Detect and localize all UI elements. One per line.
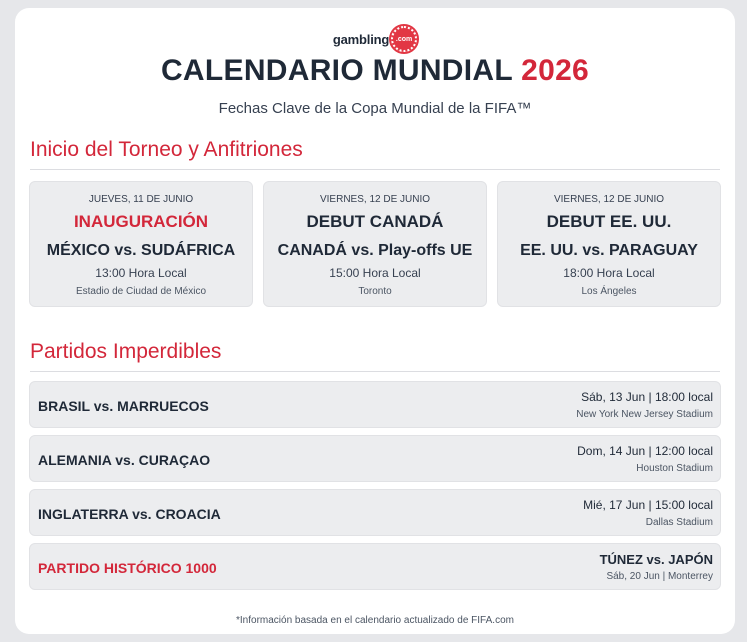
match-teams: INGLATERRA vs. CROACIA	[38, 506, 221, 522]
host-matches	[29, 181, 721, 307]
page-title	[15, 54, 735, 88]
brand-logo[interactable]	[15, 26, 735, 52]
match-venue: Los Ángeles	[581, 286, 637, 297]
match-when: Dom, 14 Jun | 12:00 local	[577, 444, 713, 458]
infographic-card	[15, 8, 735, 634]
event-title: DEBUT CANADÁ	[306, 212, 444, 231]
page-subtitle: Fechas Clave de la Copa Mundial de la FIFA™	[218, 100, 532, 117]
match-when: TÚNEZ vs. JAPÓN	[599, 552, 713, 567]
match-date: VIERNES, 12 DE JUNIO	[319, 194, 431, 205]
match-where: New York New Jersey Stadium	[576, 409, 713, 420]
section-divider	[30, 169, 720, 170]
match-row-brasil	[29, 381, 721, 428]
match-date: VIERNES, 12 DE JUNIO	[553, 194, 665, 205]
host-card-canada	[263, 181, 487, 307]
match-teams: ALEMANIA vs. CURAÇAO	[38, 452, 211, 468]
event-title: INAUGURACIÓN	[73, 212, 209, 231]
match-when: Mié, 17 Jun | 15:00 local	[583, 498, 713, 512]
match-venue: Toronto	[358, 286, 392, 297]
host-card-mexico	[29, 181, 253, 307]
match-teams: CANADÁ vs. Play-offs UE	[277, 242, 473, 259]
match-time: 15:00 Hora Local	[329, 266, 421, 280]
section-title-must-see: Partidos Imperdibles	[30, 340, 222, 363]
match-teams: PARTIDO HISTÓRICO 1000	[38, 560, 217, 576]
section-divider	[30, 371, 720, 372]
match-teams: EE. UU. vs. PARAGUAY	[520, 242, 698, 259]
match-where: Houston Stadium	[636, 463, 713, 474]
logo-badge-icon: .com	[391, 26, 417, 52]
match-row-historic	[29, 543, 721, 590]
match-venue: Estadio de Ciudad de México	[75, 286, 207, 297]
match-teams: BRASIL vs. MARRUECOS	[38, 398, 209, 414]
match-when: Sáb, 13 Jun | 18:00 local	[581, 390, 713, 404]
section-title-opening: Inicio del Torneo y Anfitriones	[30, 138, 303, 161]
match-where: Dallas Stadium	[645, 517, 713, 528]
title-year: 2026	[521, 54, 590, 87]
title-main: CALENDARIO MUNDIAL	[160, 54, 513, 87]
host-card-usa	[497, 181, 721, 307]
match-teams: MÉXICO vs. SUDÁFRICA	[46, 242, 236, 259]
match-date: JUEVES, 11 DE JUNIO	[88, 194, 194, 205]
match-where: Sáb, 20 Jun | Monterrey	[606, 571, 713, 582]
logo-text: gambling	[332, 31, 390, 47]
match-row-inglaterra	[29, 489, 721, 536]
match-time: 18:00 Hora Local	[563, 266, 655, 280]
match-row-alemania	[29, 435, 721, 482]
footnote: *Información basada en el calendario actualizado de FIFA.com	[236, 615, 514, 626]
match-time: 13:00 Hora Local	[95, 266, 187, 280]
event-title: DEBUT EE. UU.	[546, 212, 672, 231]
